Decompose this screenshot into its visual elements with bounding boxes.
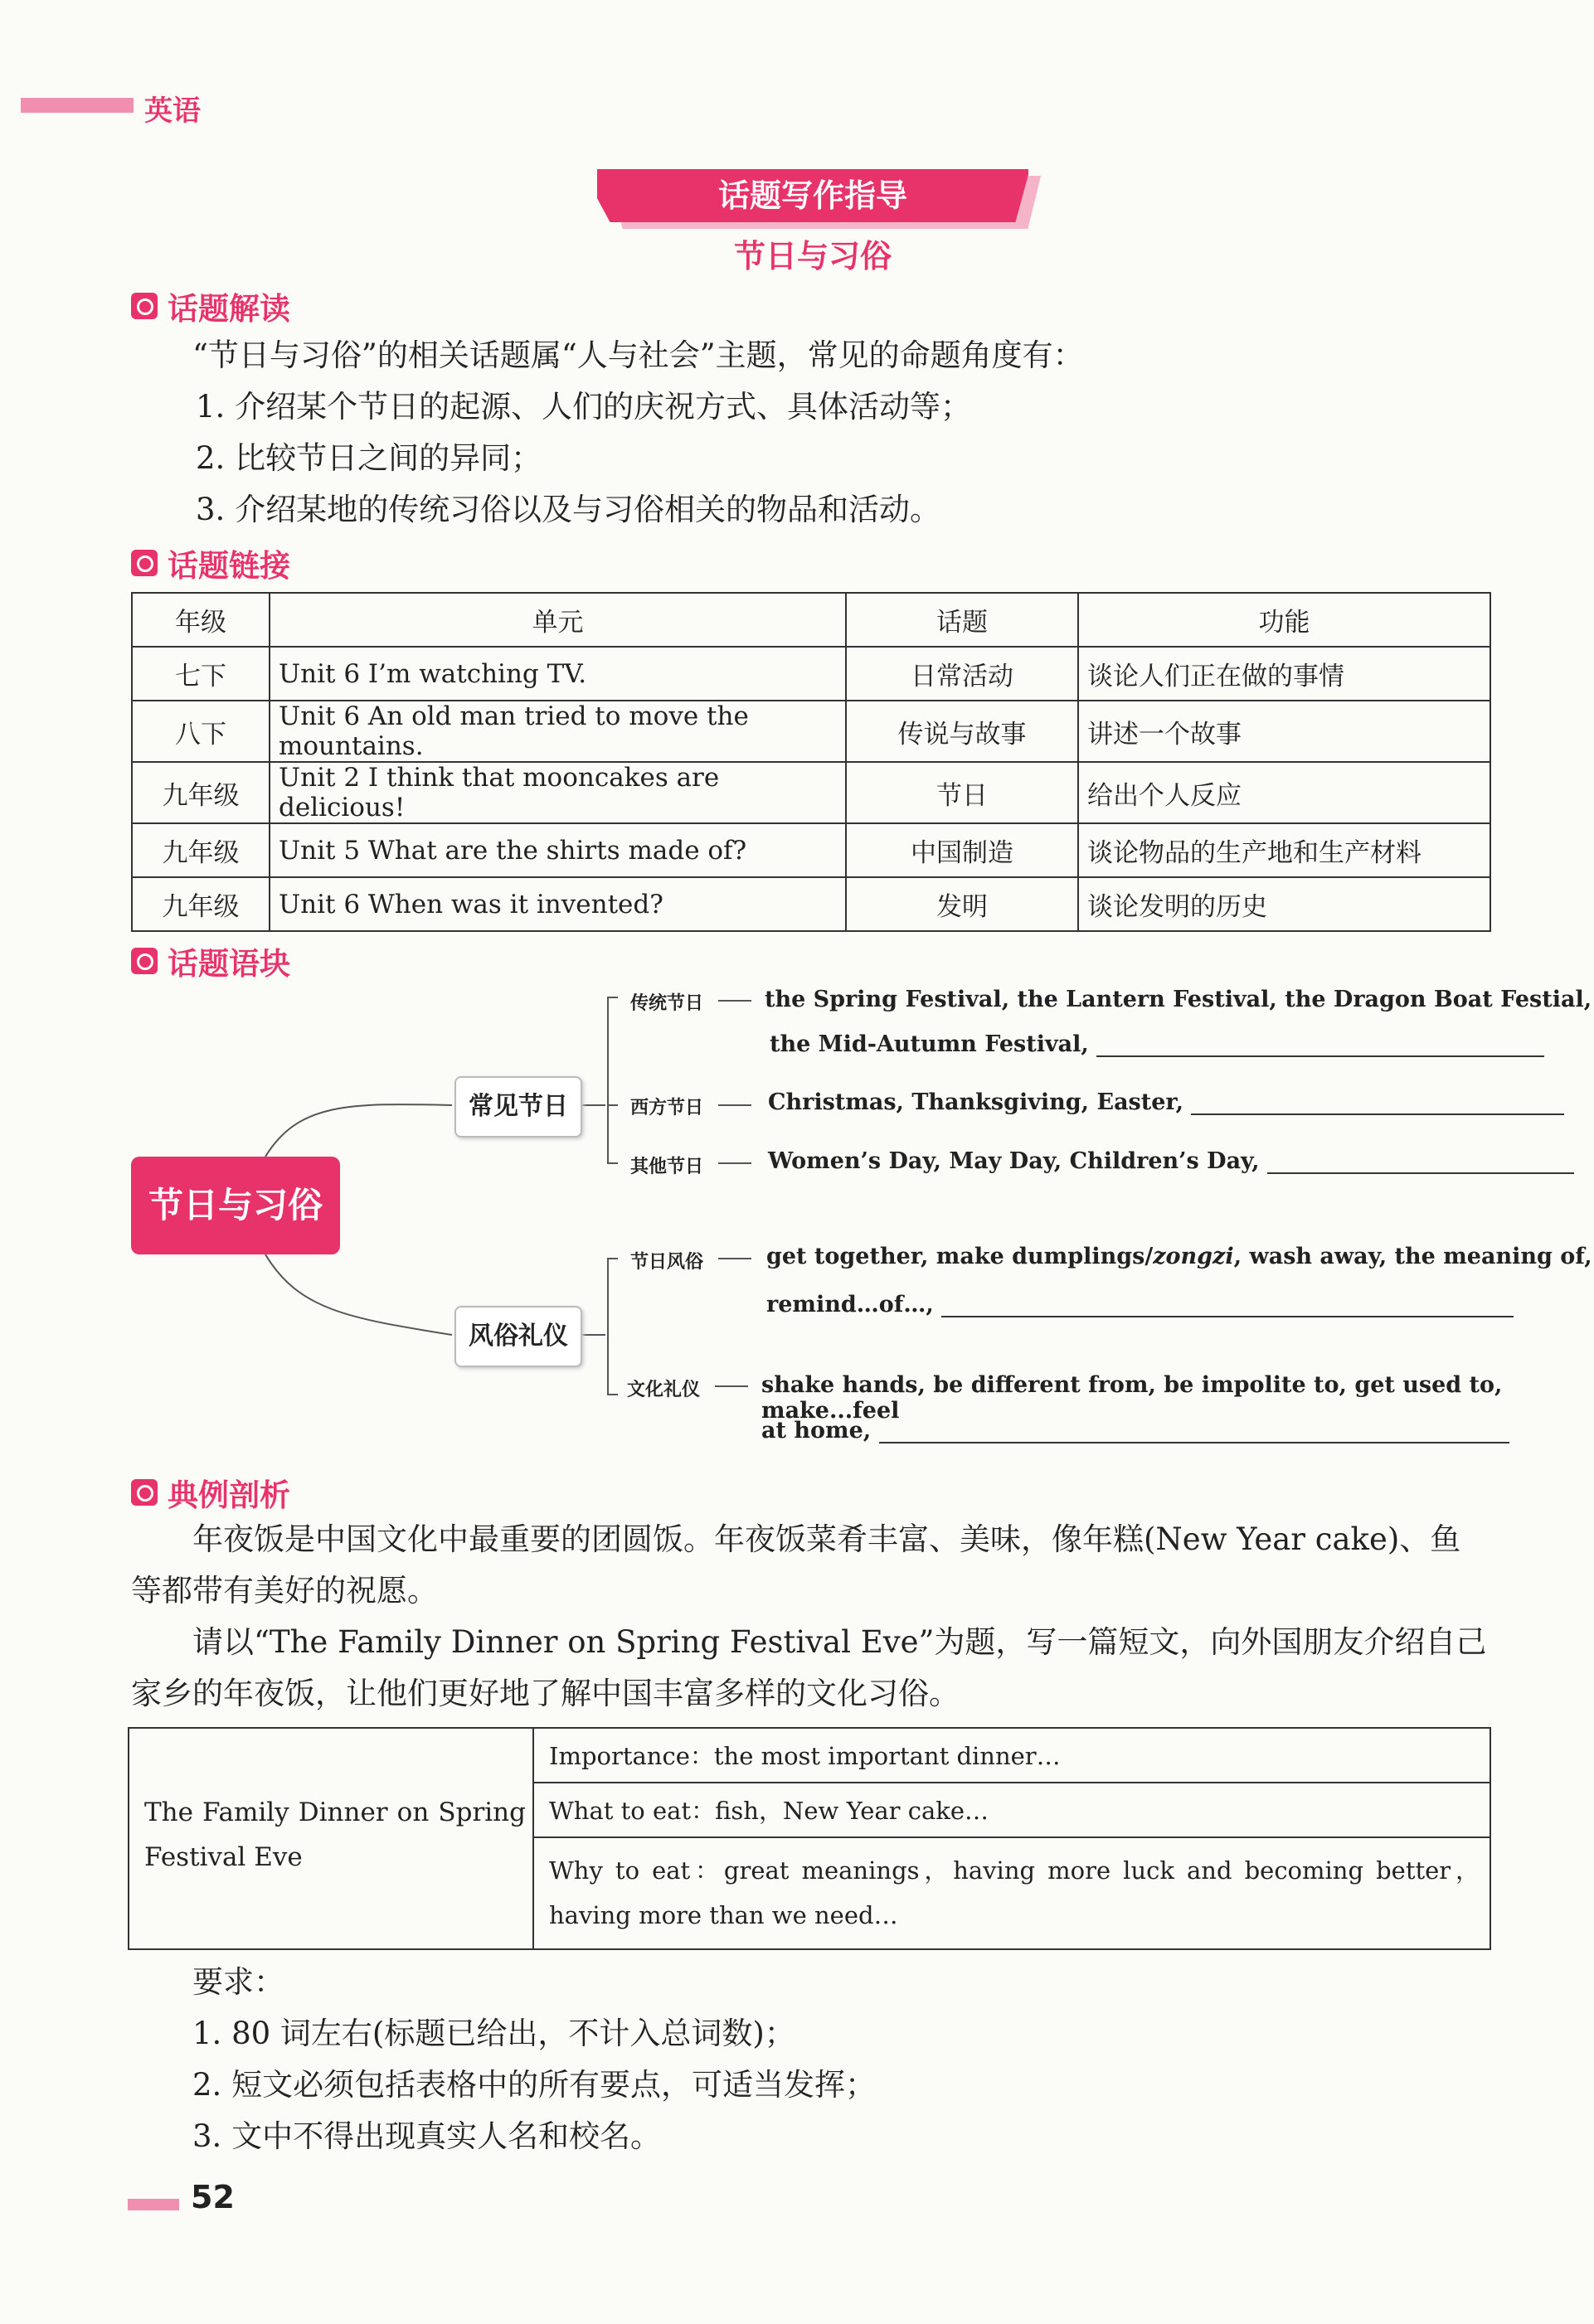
outline-title-cell (129, 1729, 534, 1948)
table-cell: Unit 6 I’m watching TV. (270, 647, 846, 701)
mindmap-sublabel: 传统节日 (630, 993, 704, 1014)
table-cell: 日常活动 (846, 647, 1078, 701)
footer-bar (128, 2199, 179, 2210)
topic-title: 节日与习俗 (733, 238, 892, 274)
mindmap-text (770, 1031, 1544, 1057)
table-cell: 谈论发明的历史 (1078, 877, 1490, 931)
mindmap-sublabel: 节日风俗 (630, 1252, 704, 1273)
mindmap-text: the Spring Festival, the Lantern Festival, the Dragon Boat Festial, (765, 987, 1592, 1012)
outline-table (128, 1727, 1491, 1950)
blank-line (941, 1296, 1514, 1317)
section-heading-4 (131, 1470, 290, 1515)
mindmap-text-italic: zongzi (1153, 1244, 1234, 1269)
requirements-title: 要求： (192, 1964, 284, 2000)
table-cell: 八下 (132, 701, 270, 762)
requirement-item: 2. 短文必须包括表格中的所有要点，可适当发挥； (192, 2067, 877, 2103)
table-cell: 讲述一个故事 (1078, 701, 1490, 762)
mindmap-text-part: , wash away, the meaning of, (1233, 1244, 1592, 1269)
example-paragraph: 年夜饭是中国文化中最重要的团圆饭。年夜饭菜肴丰富、美味，像年糕(New Year cake)、鱼等都带有美好的祝愿。 (131, 1521, 1461, 1608)
mindmap-branch-festivals: 常见节日 (454, 1076, 582, 1138)
outline-row: Importance：the most important dinner… (534, 1729, 1490, 1783)
intro-item: 2. 比较节日之间的异同； (196, 440, 542, 476)
mindmap-text (766, 1244, 1592, 1269)
mindmap-root: 节日与习俗 (131, 1157, 340, 1254)
mindmap-sublabel: 西方节日 (630, 1098, 704, 1118)
intro-item: 3. 介绍某地的传统习俗以及与习俗相关的物品和活动。 (196, 492, 941, 527)
mindmap-text (768, 1089, 1564, 1115)
section-heading-text: 话题解读 (168, 291, 290, 327)
table-cell: 九年级 (132, 762, 270, 823)
mindmap-text (768, 1148, 1574, 1174)
requirement-item: 1. 80 词左右(标题已给出，不计入总词数)； (192, 2016, 795, 2051)
table-header: 功能 (1078, 593, 1490, 647)
intro-item: 1. 介绍某个节日的起源、人们的庆祝方式、具体活动等； (196, 389, 972, 425)
mindmap-text: shake hands, be different from, be impolite to, get used to, make...feel (761, 1372, 1503, 1424)
table-cell: 节日 (846, 762, 1078, 823)
blank-line (1191, 1094, 1564, 1115)
table-header: 话题 (846, 593, 1078, 647)
blank-line (1096, 1036, 1544, 1057)
mindmap-branch-customs: 风俗礼仪 (454, 1306, 582, 1367)
table-cell: Unit 6 An old man tried to move the mountains. (270, 701, 846, 762)
section-heading-text: 话题语块 (168, 946, 290, 982)
table-cell: 传说与故事 (846, 701, 1078, 762)
search-icon (131, 1479, 158, 1506)
table-cell: Unit 5 What are the shirts made of? (270, 823, 846, 877)
subject-label: 英语 (144, 95, 201, 128)
mindmap-text-part: get together, make dumplings/ (766, 1244, 1154, 1269)
table-cell: 九年级 (132, 877, 270, 931)
mindmap-text-part: Christmas, Thanksgiving, Easter, (768, 1089, 1184, 1115)
table-header: 单元 (270, 593, 846, 647)
table-cell: 九年级 (132, 823, 270, 877)
table-cell: Unit 2 I think that mooncakes are delicious! (270, 762, 846, 823)
banner-title: 话题写作指导 (717, 177, 907, 214)
intro-lead: “节日与习俗”的相关话题属“人与社会”主题，常见的命题角度有： (192, 337, 1084, 373)
table-cell: 谈论人们正在做的事情 (1078, 647, 1490, 701)
blank-line (1267, 1152, 1574, 1174)
requirement-item: 3. 文中不得出现真实人名和校名。 (192, 2118, 662, 2154)
table-cell: 发明 (846, 877, 1078, 931)
mindmap-text (761, 1418, 1509, 1443)
table-cell: Unit 6 When was it invented? (270, 877, 846, 931)
table-header: 年级 (132, 593, 270, 647)
outline-row: What to eat：fish，New Year cake… (534, 1783, 1490, 1838)
section-heading-text: 话题链接 (168, 548, 290, 584)
mindmap-text (766, 1292, 1514, 1317)
page-number: 52 (191, 2179, 235, 2215)
mindmap-text-part: at home, (761, 1418, 872, 1443)
mindmap-sublabel: 其他节日 (630, 1157, 704, 1177)
table-cell: 七下 (132, 647, 270, 701)
mindmap-text-part: Women’s Day, May Day, Children’s Day, (768, 1148, 1260, 1174)
outline-row: Why to eat：great meanings，having more luck and becoming better，having more than we need… (549, 1856, 1480, 1929)
section-heading-text: 典例剖析 (168, 1477, 290, 1513)
mindmap-text-part: the Mid-Autumn Festival, (770, 1031, 1089, 1057)
mindmap-text-part: remind…of…, (766, 1292, 934, 1317)
outline-title: The Family Dinner on Spring Festival Eve (144, 1798, 526, 1872)
table-cell: 谈论物品的生产地和生产材料 (1078, 823, 1490, 877)
example-paragraph: 请以“The Family Dinner on Spring Festival Eve”为题，写一篇短文，向外国朋友介绍自己家乡的年夜饭，让他们更好地了解中国丰富多样的文化习俗。 (131, 1624, 1487, 1711)
table-cell: 给出个人反应 (1078, 762, 1490, 823)
table-cell: 中国制造 (846, 823, 1078, 877)
blank-line (879, 1422, 1509, 1443)
mindmap-sublabel: 文化礼仪 (627, 1380, 701, 1400)
